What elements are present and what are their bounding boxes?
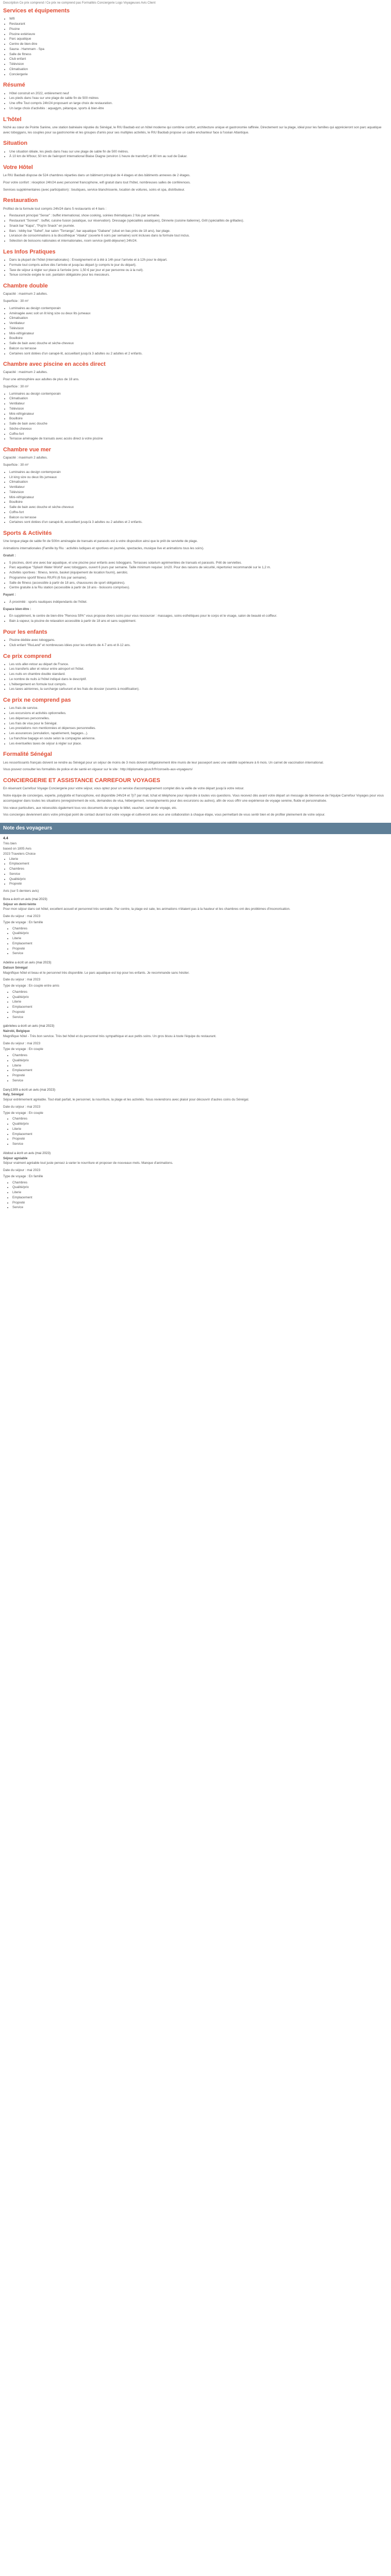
list-item: • Ventilateur bbox=[9, 321, 388, 326]
review-cats bbox=[3, 1053, 388, 1083]
review-title: Datsun Sénégal bbox=[3, 965, 28, 970]
chambre-double-sup: Superficie : 30 m² bbox=[3, 299, 29, 303]
infos-list bbox=[3, 258, 388, 278]
list-item: • Piscine dédiée avec toboggans. bbox=[9, 638, 388, 643]
list-item: • Bain à vapeur, la piscine de relaxation accessible à partir de 18 ans et sans supplément. bbox=[9, 619, 388, 624]
list-item: • Tenue correcte exigée le soir, pantalon obligatoire pour les messieurs. bbox=[9, 273, 388, 278]
list-item: • Chambres bbox=[12, 990, 388, 995]
review-title: Nairobi, Belgique bbox=[3, 1029, 30, 1033]
votre-hotel-text-2: Pour votre confort : réception 24h/24 avec personnel francophone, wifi gratuit dans tout l'hôtel, nombreuses salles de conférences. bbox=[3, 180, 191, 184]
review-type: Type de voyage : En couple bbox=[3, 1111, 43, 1115]
list-item: • Ventilateur bbox=[9, 485, 388, 490]
list-item: • Livraison de consommations à la discothèque "Abaka" (ouverte 6 soirs par semaine) sont incluses dans la formule tout inclus. bbox=[9, 233, 388, 239]
list-item: • Literie bbox=[12, 1190, 388, 1195]
list-item: • Télévision bbox=[9, 62, 388, 67]
review-head: Dany1309 a écrit un avis (mai 2023) bbox=[3, 1088, 56, 1092]
list-item: • Bouilloire bbox=[9, 500, 388, 505]
sports-payant-list bbox=[3, 600, 388, 605]
list-item: • Parc aquatique bbox=[9, 37, 388, 42]
list-item: • Les excursions et activités optionnelles. bbox=[9, 711, 388, 716]
chambre-mer-list bbox=[3, 470, 388, 525]
rating-categories bbox=[3, 857, 388, 887]
restauration-intro: Profitez de la formule tout compris 24h/24 dans 5 restaurants et 4 bars : bbox=[3, 207, 107, 211]
list-item: • Club enfant bbox=[9, 57, 388, 62]
list-item: • Sauna - Hammam - Spa bbox=[9, 47, 388, 52]
restauration-list bbox=[3, 213, 388, 244]
review-text: Magnifique hôtel et beau et le personnel très disponible. Le parc aquatique est top pour les enfants. Je recommande sans hésiter. bbox=[3, 971, 190, 975]
list-item: • Les pieds dans l'eau sur une plage de sable fin de 500 mètres bbox=[9, 96, 388, 101]
list-item: • Télévision bbox=[9, 490, 388, 495]
list-item: • Emplacement bbox=[12, 1195, 388, 1200]
list-item: • Balcon ou terrasse bbox=[9, 346, 388, 351]
list-item: • Sélection de boissons nationales et internationales, room service (petit-déjeuner) 24h/24. bbox=[9, 239, 388, 244]
review-head: gabrielwu a écrit un avis (mai 2023) bbox=[3, 1024, 55, 1028]
review-item bbox=[3, 960, 388, 1020]
list-item: • Literie bbox=[9, 857, 388, 862]
review-date: Date du séjour : mai 2023 bbox=[3, 1041, 41, 1045]
chambre-piscine-title: Chambre avec piscine en accès direct bbox=[3, 361, 106, 368]
sports-payant-label: Payant : bbox=[3, 593, 16, 597]
list-item: • Snack bar "Kapa", "Pop'in Snack" en journée. bbox=[9, 224, 388, 229]
sports-espace-list bbox=[3, 614, 388, 624]
list-item: • Les taxes aériennes, la surcharge carburant et les frais de dossier (soumis à modification). bbox=[9, 687, 388, 692]
review-head: Adeline a écrit un avis (mai 2023) bbox=[3, 961, 52, 965]
list-item: • Emplacement bbox=[12, 941, 388, 946]
review-cats bbox=[3, 1116, 388, 1147]
list-item: • Les transferts aller et retour entre aéroport et l'hôtel. bbox=[9, 667, 388, 672]
list-item: • Propreté bbox=[9, 882, 388, 887]
review-cats bbox=[3, 1180, 388, 1211]
review-head: Bora a écrit un avis (mai 2023) bbox=[3, 897, 47, 901]
list-item: • Balcon ou terrasse bbox=[9, 515, 388, 520]
review-item bbox=[3, 1088, 388, 1147]
chambre-piscine-list bbox=[3, 392, 388, 442]
concierge-title: CONCIERGERIE ET ASSISTANCE CARREFOUR VOYAGES bbox=[3, 777, 160, 784]
list-item: • Bouilloire bbox=[9, 336, 388, 341]
list-item: • Wifi bbox=[9, 16, 388, 22]
list-item: • Taxe de séjour à régler sur place à l'arrivée (env. 1,50 € par jour et par personne ou à la nuit). bbox=[9, 268, 388, 273]
restauration-title: Restauration bbox=[3, 197, 38, 204]
sports-p1: Une longue plage de sable fin de 500m aménagée de transats et parasols est à votre disposition ainsi que le prêt de serviette de plage. bbox=[3, 539, 198, 544]
sports-title: Sports & Activités bbox=[3, 530, 52, 537]
list-item: • Emplacement bbox=[12, 1132, 388, 1137]
list-item: • Salle de fitness (accessible à partir de 18 ans, chaussures de sport obligatoires). bbox=[9, 581, 388, 586]
chambre-mer-sup: Superficie : 30 m² bbox=[3, 463, 29, 467]
list-item: • Service bbox=[9, 872, 388, 877]
prix-comprend-title: Ce prix comprend bbox=[3, 653, 52, 659]
rating-score: 4.4 bbox=[3, 836, 8, 840]
prix-non-title: Ce prix ne comprend pas bbox=[3, 697, 71, 704]
list-item: • Service bbox=[12, 951, 388, 956]
list-item: • Chambres bbox=[9, 867, 388, 872]
review-text: Pour mon séjour dans cet hôtel, excellent accueil et personnel très serviable. Par contre, la plage est sale, les animations n'étaient pas à la hauteur et les chambres ont des problèmes d'insonorisation. bbox=[3, 907, 290, 911]
list-item: • Propreté bbox=[12, 1137, 388, 1142]
chambre-mer-cap: Capacité : maximum 2 adultes. bbox=[3, 456, 48, 460]
list-item: • Mini-réfrigérateur bbox=[9, 331, 388, 336]
list-item: • Les éventuelles taxes de séjour à régler sur place. bbox=[9, 741, 388, 747]
list-item: • Certaines sont dotées d'un canapé-lit, accueillant jusqu'à 3 adultes ou 2 adultes et 2 enfants. bbox=[9, 351, 388, 357]
list-item: • La franchise bagage en soute selon la compagnie aérienne. bbox=[9, 736, 388, 741]
list-item: • Service bbox=[12, 1078, 388, 1083]
list-item: • Literie bbox=[12, 1127, 388, 1132]
list-item: • Centre gratuite à la Riu station (accessible à partir de 18 ans - boissons comprises). bbox=[9, 585, 388, 590]
list-item: • Chambres bbox=[12, 926, 388, 931]
list-item: • Hôtel construit en 2022, entièrement neuf bbox=[9, 91, 388, 96]
list-item: • Les dépenses personnelles. bbox=[9, 716, 388, 721]
page bbox=[0, 0, 391, 1224]
list-item: • Qualité/prix bbox=[12, 1058, 388, 1063]
review-date: Date du séjour : mai 2023 bbox=[3, 1168, 41, 1173]
list-item: • Piscine bbox=[9, 27, 388, 32]
list-item: • Bars : lobby bar "Sahel", bar salon "Terranga", bar aquatique "Gabane" (situé en bas près de 18 ans), bar plage. bbox=[9, 229, 388, 234]
chambre-double-title: Chambre double bbox=[3, 283, 48, 290]
list-item: • Literie bbox=[12, 999, 388, 1005]
list-item: • Propreté bbox=[12, 1200, 388, 1206]
resume-list bbox=[3, 91, 388, 111]
concierge-p3: Vos vœux particuliers, aux nécessités également tous vos documents de voyage le billet, vaucher, carnet de voyage, etc. bbox=[3, 806, 177, 810]
rating-meta: based on 1805 Avis bbox=[3, 847, 31, 851]
review-type: Type de voyage : En famille bbox=[3, 1174, 43, 1178]
list-item: • Parc aquatique "Splash Water World" avec toboggans, ouvert 6 jours par semaine. Taille minimum requise: 1m20. Pour des raisons de sécurité, répertoriez recommandé sur le 1,2 m. bbox=[9, 565, 388, 570]
list-item: • Coffre-fort bbox=[9, 432, 388, 437]
list-item: • 5 piscines, dont une avec bar aquatique, et une piscine pour enfants avec toboggans. Terrasses solarium agrémentées de transats et parasols. Prêt de serviettes. bbox=[9, 561, 388, 566]
list-item: • Emplacement bbox=[12, 1068, 388, 1073]
chambre-double-cap: Capacité : maximum 2 adultes. bbox=[3, 292, 48, 296]
list-item: • Qualité/prix bbox=[12, 931, 388, 936]
concierge-p4: Vos concierges deviennent alors votre principal point de contact durant tout votre voyage et cultiveront avec eux une collaboration à chaque étape, vous permettant de vous sentir bien et de profiter pleinement de votre séjour. bbox=[3, 813, 325, 817]
list-item: • Climatisation bbox=[9, 316, 388, 321]
reviews-header: Note des voyageurs bbox=[0, 823, 391, 834]
list-item: • Climatisation bbox=[9, 480, 388, 485]
votre-hotel-text-1: Le RIU Baobab dispose de 524 chambres réparties dans un bâtiment principal de 4 étages et des bâtiments annexes de 2 étages. bbox=[3, 174, 191, 178]
list-item: • Chambres bbox=[12, 1116, 388, 1122]
chambre-piscine-cap: Capacité : maximum 2 adultes. bbox=[3, 370, 48, 375]
list-item: • Luminaires au design contemporain bbox=[9, 392, 388, 397]
list-item: • Emplacement bbox=[9, 861, 388, 867]
list-item: • Aménagée avec soit un lit king size ou deux lits jumeaux bbox=[9, 311, 388, 316]
services-list bbox=[3, 16, 388, 77]
list-item: • Luminaires au design contemporain bbox=[9, 470, 388, 475]
list-item: • Coffre-fort bbox=[9, 510, 388, 515]
list-item: • Salle de bain avec douche et sèche-cheveux bbox=[9, 505, 388, 510]
review-cats bbox=[3, 926, 388, 957]
review-type: Type de voyage : En couple entre amis bbox=[3, 984, 59, 988]
votre-hotel-text-3: Services supplémentaires (avec participation) : boutiques, service blanchisserie, location de voitures, soins et spa, distributeur. bbox=[3, 188, 185, 192]
votre-hotel-title: Votre Hôtel bbox=[3, 164, 33, 171]
list-item: • Propreté bbox=[12, 1073, 388, 1078]
review-date: Date du séjour : mai 2023 bbox=[3, 1105, 41, 1109]
review-item bbox=[3, 1151, 388, 1210]
chambre-piscine-sup1: Pour une atmosphère aux adultes de plus de 18 ans. bbox=[3, 378, 79, 382]
list-item: • Les vols aller-retour au départ de France. bbox=[9, 662, 388, 667]
sports-gratuit-list bbox=[3, 561, 388, 591]
list-item: • Télévision bbox=[9, 326, 388, 331]
list-item: • Propreté bbox=[12, 946, 388, 952]
list-item: • Certaines sont dotées d'un canapé-lit, accueillant jusqu'à 3 adultes ou 2 adultes et 2 enfants. bbox=[9, 520, 388, 525]
rating-meta-2: 2023 Travelers Choice bbox=[3, 852, 36, 856]
concierge-p1: En réservant Carrefour Voyage Conciergerie pour votre séjour, vous optez pour un service d'accompagnement complet dès la veille de votre départ jusqu'à votre retour. bbox=[3, 787, 245, 791]
prix-comprend-list bbox=[3, 662, 388, 692]
sports-espace-label: Espace bien-être : bbox=[3, 607, 31, 611]
review-text: Séjour extrêmement agréable. Tout était parfait, le personnel, la nourriture, la plage et les activités. Nous reviendrons avec plaisir pour découvrir d'autres coins du Sénégal. bbox=[3, 1098, 249, 1102]
list-item: • Bouilloire bbox=[9, 416, 388, 421]
list-item: • Les frais de visa pour le Sénégal. bbox=[9, 721, 388, 726]
list-item: • Service bbox=[12, 1015, 388, 1020]
list-item: • En supplément, le centre de bien-être "Renova SPA" vous propose divers soins pour vous ressourcer : massages, soins esthétiques pour le corps et le visage, salon de beauté et coiffeur. bbox=[9, 614, 388, 619]
list-item: • Programme sportif fitness RIUFit (6 fois par semaine). bbox=[9, 575, 388, 581]
list-item: • Restaurant principal "Senar" : buffet international, show cooking, soirées thématiques 2 fois par semaine. bbox=[9, 213, 388, 218]
list-item: • Piscine extérieure bbox=[9, 32, 388, 37]
list-item: • Club enfant "RiuLand" et nombreuses idées pour les enfants de 4-7 ans et 8-12 ans. bbox=[9, 643, 388, 648]
rating-footer: Avis (sur 5 derniers avis) bbox=[3, 889, 39, 893]
review-type: Type de voyage : En famille bbox=[3, 920, 43, 924]
list-item: • Les prestations non mentionnées et dépenses personnelles. bbox=[9, 726, 388, 731]
list-item: • Luminaires au design contemporain bbox=[9, 306, 388, 311]
list-item: • Service bbox=[12, 1142, 388, 1147]
list-item: • Une situation idéale, les pieds dans l'eau sur une plage de sable fin de 500 mètres. bbox=[9, 149, 388, 155]
review-date: Date du séjour : mai 2023 bbox=[3, 914, 41, 919]
list-item: • Qualité/prix bbox=[12, 1185, 388, 1190]
list-item: • Sèche-cheveux bbox=[9, 427, 388, 432]
review-text: Séjour vraiment agréable tout juste pensez à varier le nourriture et proposer de nouveaux mets. Manque d'animations. bbox=[3, 1161, 173, 1165]
chambre-double-list bbox=[3, 306, 388, 357]
list-item: • Une offre Tout compris 24h/24 proposant un large choix de restauration. bbox=[9, 101, 388, 106]
review-title: Séjour en demi-teinte bbox=[3, 902, 37, 906]
list-item: • Salle de fitness bbox=[9, 52, 388, 57]
list-item: • Centre de bien-être bbox=[9, 42, 388, 47]
hotel-title: L'hôtel bbox=[3, 116, 22, 123]
list-item: • Mini-réfrigérateur bbox=[9, 495, 388, 500]
situation-title: Situation bbox=[3, 140, 28, 147]
review-type: Type de voyage : En couple bbox=[3, 1047, 43, 1052]
list-item: • Restaurant bbox=[9, 22, 388, 27]
list-item: • Literie bbox=[12, 936, 388, 941]
list-item: • Chambres bbox=[12, 1053, 388, 1058]
list-item: • À 10 km de M'bour, 50 km de l'aéroport International Blaise Diagne (environ 1 heure de transfert) et 80 km au sud de Dakar. bbox=[9, 154, 388, 159]
list-item: • Service bbox=[12, 1205, 388, 1210]
review-item bbox=[3, 1024, 388, 1083]
list-item: • Chambres bbox=[12, 1180, 388, 1185]
formalite-p1: Les ressortissants français doivent se rendre au Sénégal pour un séjour de moins de 3 mois doivent obligatoirement être munis de leur passeport avec une validité supérieure à 6 mois. Un carnet de vaccination international. bbox=[3, 760, 324, 765]
sports-p2: Animations internationales (Famille by Riu : activités ludiques et sportives en journée, spectacles, musique live et animations tous les soirs). bbox=[3, 547, 204, 551]
review-head: Abdoul a écrit un avis (mai 2023) bbox=[3, 1151, 51, 1155]
situation-list bbox=[3, 149, 388, 160]
infos-title: Les Infos Pratiques bbox=[3, 248, 56, 255]
review-date: Date du séjour : mai 2023 bbox=[3, 978, 41, 982]
review-title: Italy, Sénégal bbox=[3, 1093, 24, 1097]
review-text: Magnifique hôtel - Très bon service. Très bel hôtel et du personnel très sympathique et aux petits soins. Un gros bisou à toute l'équipe du restaurant. bbox=[3, 1034, 217, 1038]
list-item: • À proximité : sports nautiques indépendants de l'hôtel. bbox=[9, 600, 388, 605]
formalite-title: Formalité Sénégal bbox=[3, 751, 52, 758]
enfants-list bbox=[3, 638, 388, 648]
chambre-mer-title: Chambre vue mer bbox=[3, 447, 51, 453]
list-item: • Un large choix d'activités : aquagym, pétanque, sports & bien-être bbox=[9, 106, 388, 111]
list-item: • Propreté bbox=[12, 1010, 388, 1015]
list-item: • L'hébergement en formule tout compris. bbox=[9, 682, 388, 687]
list-item: • Les frais de service. bbox=[9, 706, 388, 711]
list-item: • Lit king size ou deux lits jumeaux bbox=[9, 475, 388, 480]
list-item: • Activités sportives : fitness, tennis, basket (équipement de location fourni), aerobic. bbox=[9, 570, 388, 575]
hotel-text: Niché au cœur de Pointe Sarène, une station balnéaire réputée du Sénégal, le RIU Baobab est un hôtel moderne qui combine confort, architecture unique et gastronomie raffinée. Directement sur la plage, idéal pour les familles qui apprécieront son parc aquatique avec toboggans, les couples pour sa gastronomie et les groupes d'amis pour ses multiples activités, le RIU Baobab propose un cadre enchanteur face à l'océan Atlantique. bbox=[3, 125, 382, 134]
review-cats bbox=[3, 990, 388, 1020]
list-item: • Qualité/prix bbox=[12, 995, 388, 1000]
list-item: • Conciergerie bbox=[9, 72, 388, 77]
list-item: • Climatisation bbox=[9, 396, 388, 401]
resume-title: Résumé bbox=[3, 82, 25, 89]
list-item: • Mini-réfrigérateur bbox=[9, 412, 388, 417]
list-item: • Les assurances (annulation, rapatriement, bagages...). bbox=[9, 731, 388, 736]
list-item: • Climatisation bbox=[9, 67, 388, 72]
chambre-piscine-sup2: Superficie : 30 m² bbox=[3, 384, 29, 388]
review-item bbox=[3, 897, 388, 956]
list-item: • Télévision bbox=[9, 406, 388, 412]
list-item: • Formule tout compris active dès l'arrivée et jusqu'au départ (y compris le jour du départ). bbox=[9, 263, 388, 268]
list-item: • Literie bbox=[12, 1063, 388, 1069]
concierge-p2: Notre équipe de concierges, experte, polyglotte et francophone, est disponible 24h/24 et 7j/7 par mail, tchat et téléphone pour répondre à toutes vos questions. Vous recevez dès avant votre départ un message de bienvenue de l'équipe Carrefour Voyages pour vous accompagner dans toutes les situations (enregistrement de vols, demandes de visa, hébergement, renseignements pour des excursions ou autres), afin de vous offrir une expérience de voyage sereine, fluide et personnalisée. bbox=[3, 794, 384, 803]
list-item: • Terrasse aménagée de transats avec accès direct à votre piscine bbox=[9, 436, 388, 442]
rating-label: Très bien bbox=[3, 842, 17, 846]
breadcrumb[interactable]: Description Ce prix comprend / Ce prix ne comprend pas Formalités Conciergerie Logo Voyageuses Avis Client bbox=[3, 2, 156, 5]
prix-non-list bbox=[3, 706, 388, 746]
list-item: • Qualité/prix bbox=[12, 1122, 388, 1127]
list-item: • Restaurant "Sonnet" : buffet, cuisine fusion (asiatique, sur réservation). Dressage (spécialités asiatiques), Dinnerie (cuisine italienne), Grill (spécialités de grillades). bbox=[9, 218, 388, 224]
list-item: • Salle de bain avec douche bbox=[9, 421, 388, 427]
list-item: • Ventilateur bbox=[9, 401, 388, 406]
enfants-title: Pour les enfants bbox=[3, 629, 47, 635]
list-item: • Le nombre de nuits à l'hôtel indiqué dans le descriptif. bbox=[9, 677, 388, 682]
list-item: • Salle de bain avec douche et sèche-cheveux bbox=[9, 341, 388, 346]
list-item: • Dans la plupart de l'hôtel (internationales) : Enseignement et à été à 14h pour l'arrivée et à 12h pour le départ. bbox=[9, 258, 388, 263]
sports-gratuit-label: Gratuit : bbox=[3, 553, 16, 557]
formalite-p2[interactable]: Vous pouvez consulter les formalités de police et de santé en vigueur sur le site : http://diplomatie.gouv.fr/fr/conseils-aux-voyageurs/ bbox=[3, 768, 193, 772]
list-item: • Emplacement bbox=[12, 1005, 388, 1010]
review-title: Séjour agréable bbox=[3, 1156, 28, 1160]
list-item: • Qualité/prix bbox=[9, 877, 388, 882]
services-title: Services et équipements bbox=[3, 8, 70, 14]
list-item: • Les nuits en chambre double standard. bbox=[9, 672, 388, 677]
